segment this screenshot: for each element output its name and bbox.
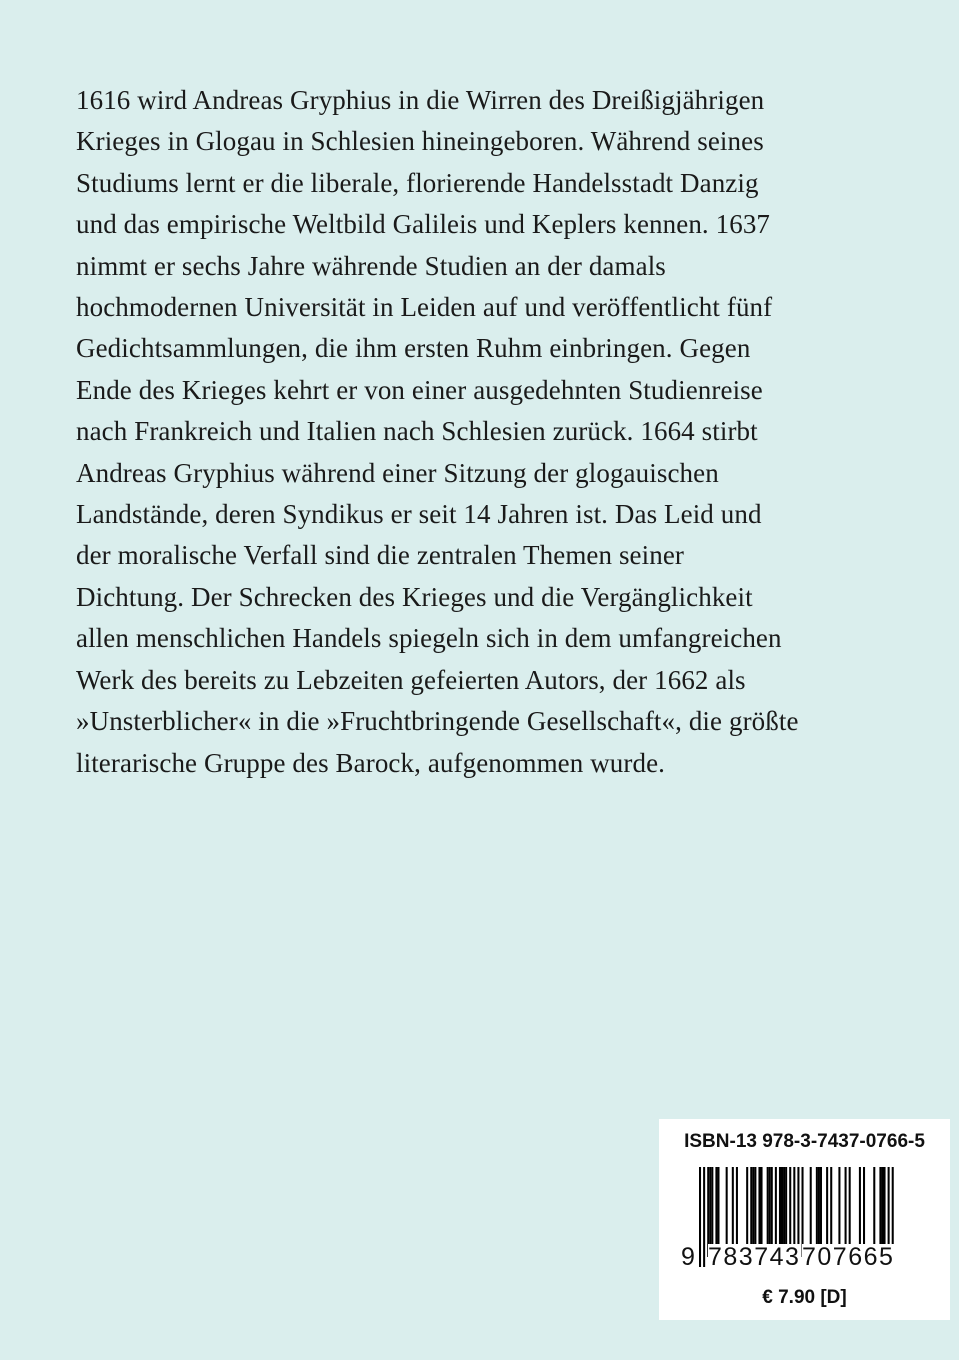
blurb-line: nimmt er sechs Jahre währende Studien an der damals xyxy=(76,250,666,281)
blurb-line: hochmodernen Universität in Leiden auf und veröffentlicht fünf xyxy=(76,292,773,323)
isbn-label: ISBN-13 978-3-7437-0766-5 xyxy=(684,1131,925,1152)
blurb-line: Ende des Krieges kehrt er von einer ausgedehnten Studienreise xyxy=(76,374,763,405)
blurb-line: Landstände, deren Syndikus er seit 14 Jahren ist. Das Leid und xyxy=(76,499,762,530)
blurb-line: und das empirische Weltbild Galileis und Keplers kennen. 1637 xyxy=(76,209,771,240)
barcode-right-digits: 707665 xyxy=(802,1243,895,1271)
blurb-line: Gedichtsammlungen, die ihm ersten Ruhm einbringen. Gegen xyxy=(76,333,751,364)
barcode xyxy=(699,1167,899,1292)
back-cover-blurb xyxy=(76,80,906,784)
blurb-line: der moralische Verfall sind die zentralen Themen seiner xyxy=(76,540,685,571)
blurb-line: allen menschlichen Handels spiegeln sich in dem umfangreichen xyxy=(76,623,782,654)
blurb-line: Dichtung. Der Schrecken des Krieges und die Vergänglichkeit xyxy=(76,581,753,612)
blurb-line: »Unsterblicher« in die »Fruchtbringende Gesellschaft«, die größte xyxy=(76,706,799,737)
barcode-bar xyxy=(699,1167,701,1267)
blurb-line: Studiums lernt er die liberale, florierende Handelsstadt Danzig xyxy=(76,167,759,198)
barcode-bar xyxy=(703,1167,705,1267)
blurb-line: Werk des bereits zu Lebzeiten gefeierten Autors, der 1662 als xyxy=(76,664,746,695)
barcode-left-digits: 783743 xyxy=(708,1243,801,1271)
blurb-line: nach Frankreich und Italien nach Schlesien zurück. 1664 stirbt xyxy=(76,416,758,447)
price-label: € 7.90 [D] xyxy=(762,1287,847,1308)
blurb-line: literarische Gruppe des Barock, aufgenommen wurde. xyxy=(76,747,666,778)
blurb-line: Krieges in Glogau in Schlesien hineingeboren. Während seines xyxy=(76,126,764,157)
blurb-line: 1616 wird Andreas Gryphius in die Wirren des Dreißigjährigen xyxy=(76,85,765,115)
barcode-first-digit: 9 xyxy=(681,1243,695,1271)
isbn-barcode-box xyxy=(659,1119,950,1320)
blurb-line: Andreas Gryphius während einer Sitzung der glogauischen xyxy=(76,457,719,488)
